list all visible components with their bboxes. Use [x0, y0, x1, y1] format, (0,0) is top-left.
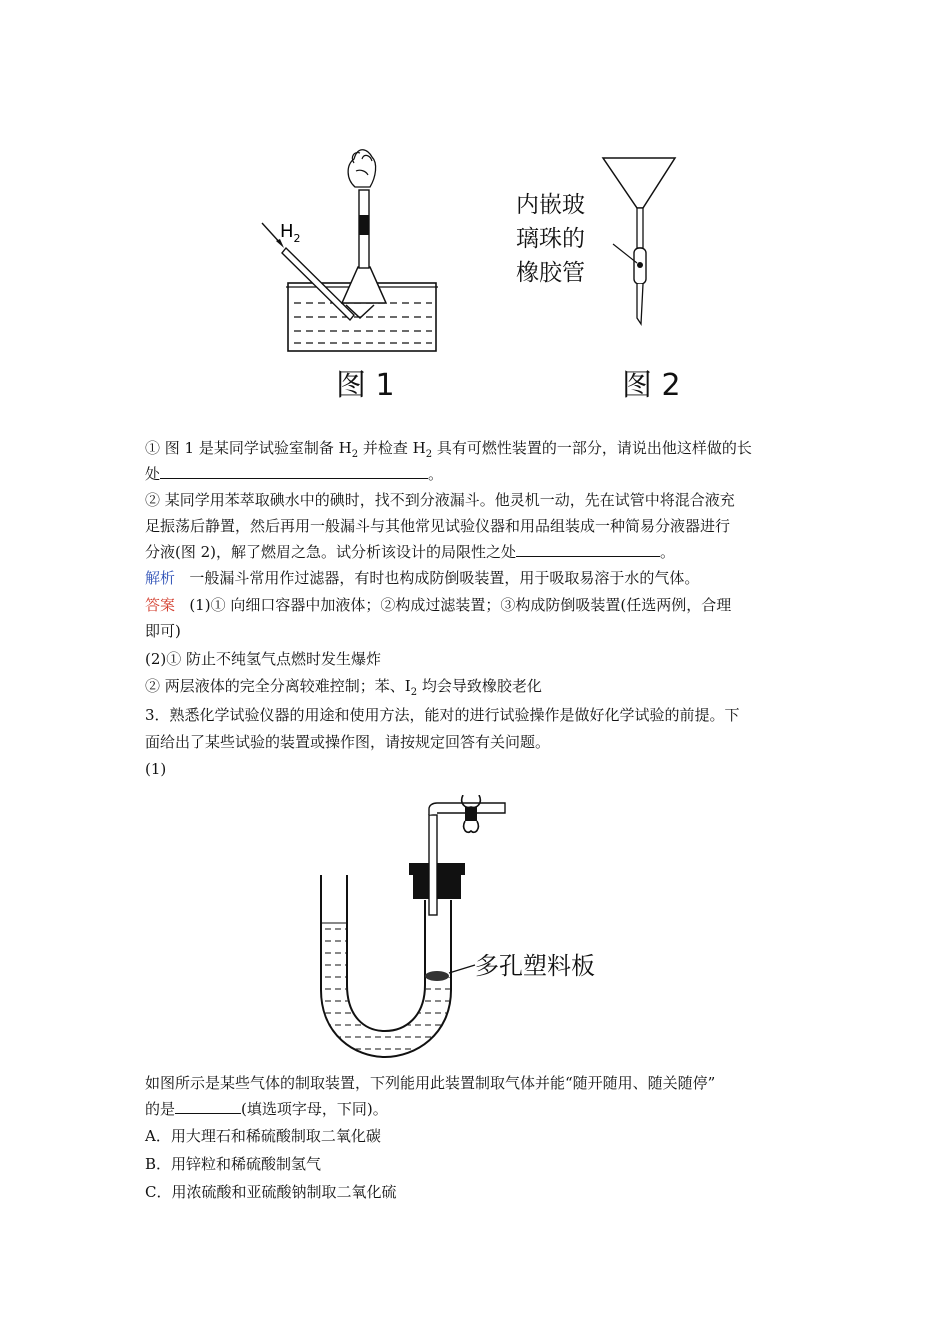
- analysis-line: 解析 一般漏斗常用作过滤器，有时也构成防倒吸装置，用于吸取易溶于水的气体。: [145, 569, 700, 587]
- hydrogen-label: $H_2$: [280, 221, 301, 245]
- question-2-2-line-1: ② 某同学用苯萃取碘水中的碘时，找不到分液漏斗。他灵机一动，先在试管中将混合液充: [145, 491, 735, 509]
- analysis-tag: 解析: [145, 569, 176, 587]
- funnel: [603, 158, 675, 208]
- u-tube-diagram: [315, 795, 525, 1060]
- question-3-part-1: (1): [145, 760, 167, 778]
- answer-line-1: 答案 (1)① 向细口容器中加液体；②构成过滤装置；③构成防倒吸装置(任选两例，合理: [145, 596, 732, 614]
- figure-2-annotation: 内嵌玻 璃珠的 橡胶管: [516, 192, 585, 286]
- inlet-tube: [282, 248, 354, 320]
- figure-1-label: 图 1: [336, 368, 395, 403]
- figure-2-diagram: [595, 150, 715, 330]
- answer-line-3: (2)① 防止不纯氢气点燃时发生爆炸: [145, 650, 382, 668]
- answer-line-4: ② 两层液体的完全分离较难控制；苯、$I_2$ 均会导致橡胶老化: [145, 677, 542, 698]
- question-3-text-line-2: 的是 (填选项字母，下同)。: [145, 1100, 388, 1118]
- option-b: B．用锌粒和稀硫酸制氢气: [145, 1155, 322, 1173]
- porous-plate-label: 多孔塑料板: [475, 952, 595, 980]
- answer-line-2: 即可): [145, 622, 181, 640]
- question-2-1-line-2: 处 。: [145, 465, 444, 483]
- porous-plate: [425, 971, 449, 981]
- figure-2-label: 图 2: [622, 368, 681, 403]
- question-2-1-line-1: ① 图 1 是某同学试验室制备 $H_2$ 并检查 $H_2$ 具有可燃性装置的一部分，请说出他这样做的长: [145, 439, 752, 460]
- hand-icon: [348, 150, 376, 187]
- question-2-2-line-2: 足振荡后静置，然后再用一般漏斗与其他常见试验仪器和用品组装成一种简易分液器进行: [145, 517, 731, 535]
- option-c: C．用浓硫酸和亚硫酸钠制取二氧化硫: [145, 1183, 397, 1201]
- answer-blank-3[interactable]: [175, 1099, 241, 1114]
- question-3-line-2: 面给出了某些试验的装置或操作图，请按规定回答有关问题。: [145, 733, 551, 751]
- answer-blank-2[interactable]: [516, 542, 660, 557]
- question-3-text-line-1: 如图所示是某些气体的制取装置，下列能用此装置制取气体并能“随开随用、随关随停”: [145, 1074, 716, 1092]
- answer-blank-1[interactable]: [160, 464, 428, 479]
- option-a: A．用大理石和稀硫酸制取二氧化碳: [145, 1127, 381, 1145]
- question-2-2-line-3: 分液(图 2)，解了燃眉之急。试分析该设计的局限性之处 。: [145, 543, 676, 561]
- question-3-line-1: 3．熟悉化学试验仪器的用途和使用方法，能对的进行试验操作是做好化学试验的前提。下: [145, 706, 740, 724]
- inverted-funnel: [342, 267, 386, 303]
- answer-tag: 答案: [145, 596, 176, 614]
- figure-1-diagram: [250, 135, 450, 360]
